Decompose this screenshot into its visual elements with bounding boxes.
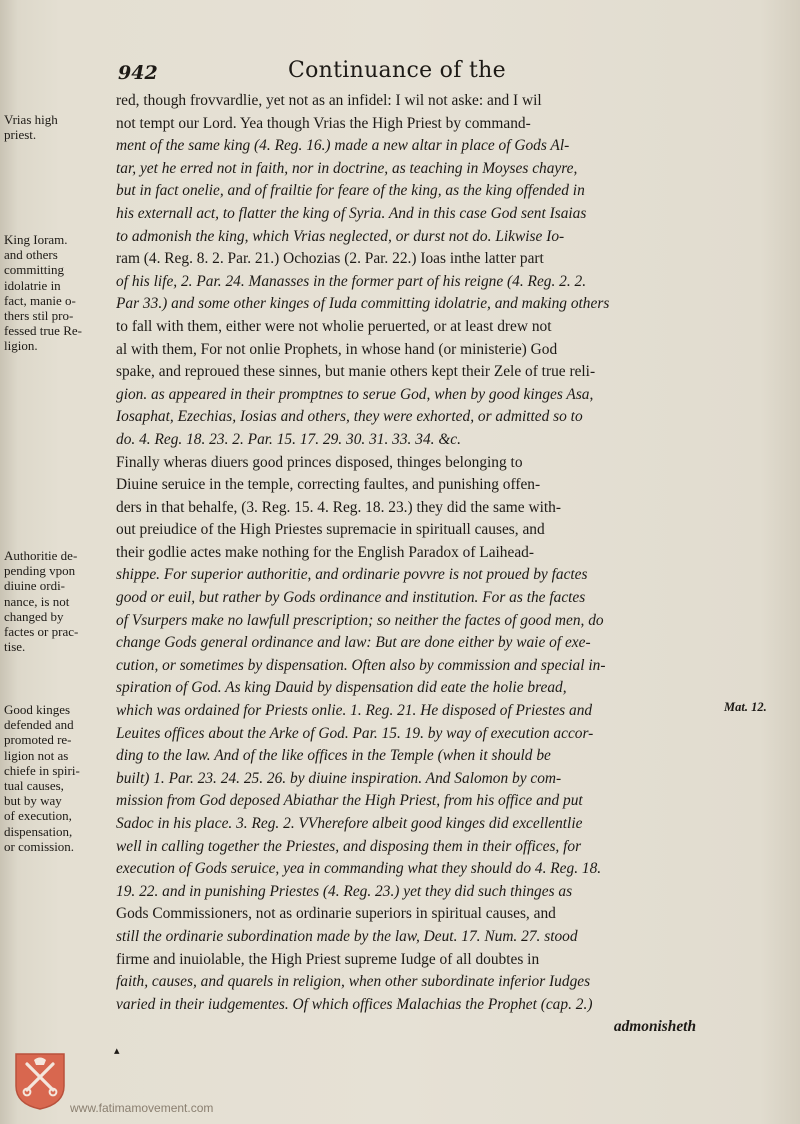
- body-line: do. 4. Reg. 18. 23. 2. Par. 15. 17. 29. 30. 31. 33. 34. &c.: [116, 430, 461, 448]
- body-line: his externall act, to flatter the king of Syria. And in this case God sent Isaias: [116, 204, 587, 222]
- body-line: well in calling together the Priestes, and disposing them in their offices, for: [116, 837, 582, 855]
- body-line: of his life, 2. Par. 24. Manasses in the former part of his reigne (4. Reg. 2. 2.: [116, 272, 587, 290]
- body-line: ment of the same king (4. Reg. 16.) made a new altar in place of Gods Al-: [116, 137, 570, 155]
- body-line: red, though frovvardlie, yet not as an infidel: I wil not aske: and I wil: [116, 92, 542, 109]
- body-line: which was ordained for Priests onlie. 1. Reg. 21. He disposed of Priestes and: [116, 702, 593, 720]
- body-line: tar, yet he erred not in faith, nor in doctrine, as teaching in Moyses chayre,: [116, 159, 578, 177]
- stray-ink-mark: ▴: [114, 1044, 120, 1057]
- body-line: 19. 22. and in punishing Priestes (4. Reg. 23.) yet they did such thinges as: [116, 882, 573, 900]
- margin-note-vrias: Vrias high priest.: [4, 112, 58, 143]
- body-line: execution of Gods seruice, yea in commanding what they should do 4. Reg. 18.: [116, 860, 602, 878]
- body-line: to fall with them, either were not wholie peruerted, or at least drew not: [116, 317, 552, 335]
- body-text: [116, 90, 696, 1039]
- body-line: Finally wheras diuers good princes disposed, thinges belonging to: [116, 453, 523, 471]
- body-line: out preiudice of the High Priestes supremacie in spirituall causes, and: [116, 521, 545, 539]
- body-line: faith, causes, and quarels in religion, when other subordinate inferior Iudges: [116, 973, 591, 991]
- body-line: firme and inuiolable, the High Priest supreme Iudge of all doubtes in: [116, 950, 540, 968]
- body-line: varied in their iudgementes. Of which offices Malachias the Prophet (cap. 2.): [116, 995, 593, 1013]
- body-line: good or euil, but rather by Gods ordinance and institution. For as the factes: [116, 589, 586, 607]
- body-line: al with them, For not onlie Prophets, in whose hand (or ministerie) God: [116, 340, 558, 358]
- body-line: not tempt our Lord. Yea though Vrias the High Priest by command-: [116, 114, 531, 132]
- body-line: of Vsurpers make no lawfull prescription; so neither the factes of good men, do: [116, 611, 604, 629]
- body-line: mission from God deposed Abiathar the High Priest, from his office and put: [116, 792, 583, 810]
- body-line: Iosaphat, Ezechias, Iosias and others, they were exhorted, or admitted so to: [116, 408, 583, 426]
- footer-url[interactable]: www.fatimamovement.com: [70, 1101, 214, 1115]
- body-line: change Gods general ordinance and law: But are done either by waie of exe-: [116, 634, 591, 652]
- page-number: 942: [118, 62, 158, 84]
- body-line: ram (4. Reg. 8. 2. Par. 21.) Ochozias (2. Par. 22.) Ioas inthe latter part: [116, 250, 544, 268]
- body-line: spiration of God. As king Dauid by dispensation did eate the holie bread,: [116, 679, 567, 697]
- margin-note-king-ioram: King Ioram. and others committing idolatrie in fact, manie o- thers stil pro- fessed true Re- ligion.: [4, 232, 82, 354]
- margin-note-right: Mat. 12.: [724, 700, 767, 714]
- body-line: still the ordinarie subordination made by the law, Deut. 17. Num. 27. stood: [116, 927, 578, 945]
- margin-note-authoritie: Authoritie de- pending vpon diuine ordi- nance, is not changed by factes or prac- tise.: [4, 548, 79, 655]
- body-line: gion. as appeared in their promptnes to serue God, when by good kinges Asa,: [116, 385, 594, 403]
- body-line: spake, and reproued these sinnes, but manie others kept their Zele of true reli-: [116, 363, 596, 381]
- running-head: Continuance of the: [288, 58, 506, 83]
- body-line: Gods Commissioners, not as ordinarie superiors in spiritual causes, and: [116, 905, 556, 923]
- body-line: Diuine seruice in the temple, correcting faultes, and punishing offen-: [116, 476, 541, 494]
- body-line: Par 33.) and some other kinges of Iuda committing idolatrie, and making others: [116, 295, 610, 313]
- body-line: built) 1. Par. 23. 24. 25. 26. by diuine inspiration. And Salomon by com-: [116, 769, 562, 787]
- catchword: admonisheth: [613, 1018, 696, 1036]
- body-line: but in fact onelie, and of frailtie for feare of the king, as the king offended in: [116, 182, 585, 200]
- body-line: to admonish the king, which Vrias neglected, or durst not do. Likwise Io-: [116, 227, 565, 245]
- body-line: Leuites offices about the Arke of God. Par. 15. 19. by way of execution accor-: [116, 724, 594, 742]
- body-line: their godlie actes make nothing for the English Paradox of Laihead-: [116, 543, 534, 561]
- body-line: cution, or sometimes by dispensation. Often also by commission and special in-: [116, 656, 606, 674]
- papal-seal-icon: [14, 1052, 66, 1110]
- body-line: Sadoc in his place. 3. Reg. 2. VVherefore albeit good kinges did excellentlie: [116, 815, 583, 832]
- margin-note-good-kinges: Good kinges defended and promoted re- ligion not as chiefe in spiri- tual causes, but by way of execution, dispensation, or comission.: [4, 702, 80, 854]
- body-line: ders in that behalfe, (3. Reg. 15. 4. Reg. 18. 23.) they did the same with-: [116, 498, 561, 516]
- body-line: shippe. For superior authoritie, and ordinarie povvre is not proued by factes: [116, 566, 588, 584]
- body-line: ding to the law. And of the like offices in the Temple (when it should be: [116, 747, 551, 765]
